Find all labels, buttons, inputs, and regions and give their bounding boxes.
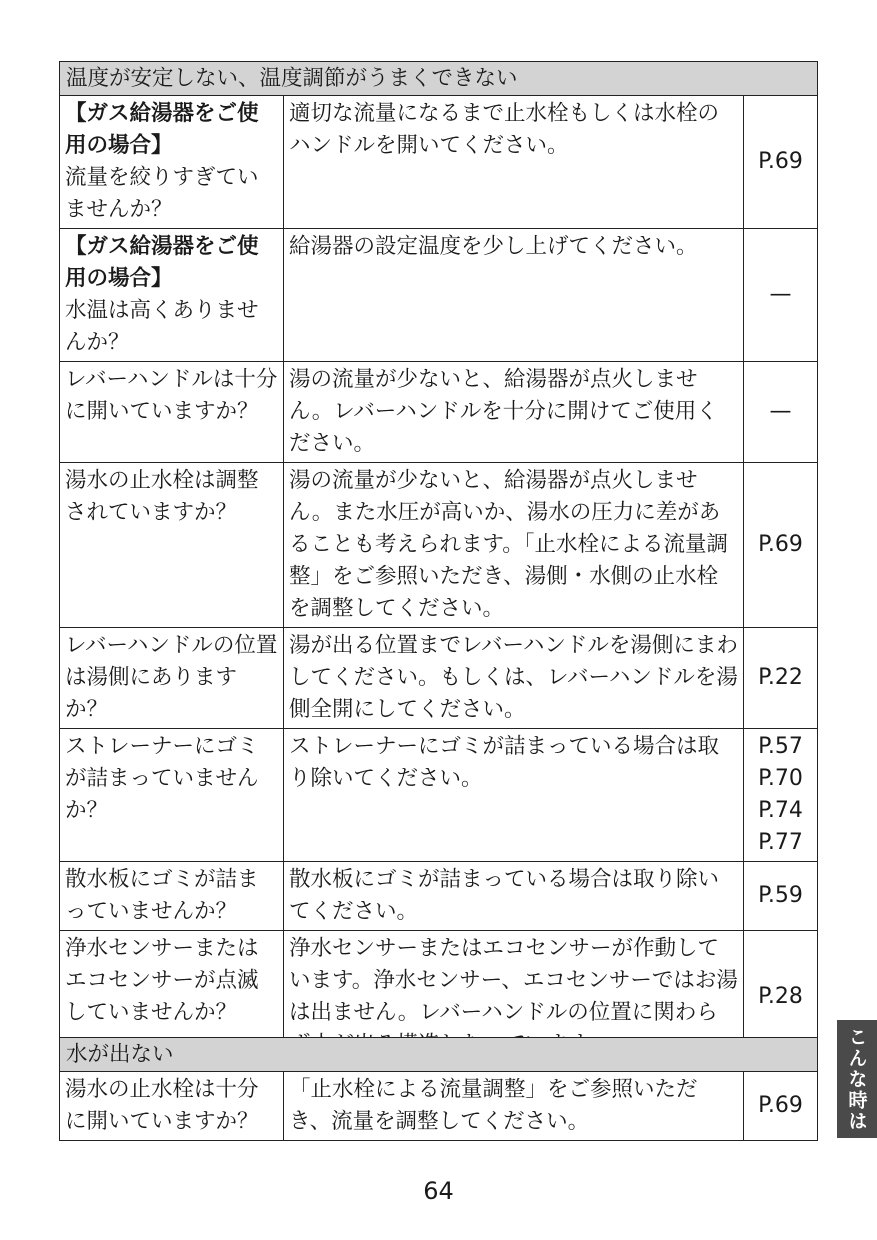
condition-cell: 湯水の止水栓は十分に開いていますか？ [60, 1072, 284, 1141]
page-reference: P.59 [744, 862, 818, 931]
page-reference: P.57 P.70 P.74 P.77 [744, 729, 818, 862]
page-reference: P.69 [744, 463, 818, 628]
page-number: 64 [423, 1177, 454, 1205]
troubleshooting-table-no-water [59, 1037, 818, 1141]
condition-text: 水温は高くありませんか？ [65, 298, 259, 355]
page-reference: P.22 [744, 628, 818, 729]
condition-cell: 散水板にゴミが詰まっていませんか？ [60, 862, 284, 931]
table-row [60, 729, 818, 862]
remedy-cell: 給湯器の設定温度を少し上げてください。 [284, 229, 744, 362]
table-row [60, 362, 818, 463]
chapter-tab: こんな時は [837, 1020, 877, 1138]
condition-cell: ストレーナーにゴミが詰まっていませんか？ [60, 729, 284, 862]
remedy-cell: 湯の流量が少ないと、給湯器が点火しません。また水圧が高いか、湯水の圧力に差があることも考えられます。「止水栓による流量調整」をご参照いただき、湯側・水側の止水栓を調整してください。 [284, 463, 744, 628]
table-row [60, 463, 818, 628]
page-reference: P.69 [744, 96, 818, 229]
table-row [60, 96, 818, 229]
remedy-cell: 湯の流量が少ないと、給湯器が点火しません。レバーハンドルを十分に開けてご使用ください。 [284, 362, 744, 463]
condition-cell [60, 229, 284, 362]
table-row [60, 862, 818, 931]
condition-text: 流量を絞りすぎていませんか？ [65, 165, 259, 222]
condition-cell: レバーハンドルの位置は湯側にありますか？ [60, 628, 284, 729]
remedy-cell: 「止水栓による流量調整」をご参照いただき、流量を調整してください。 [284, 1072, 744, 1141]
table-row [60, 229, 818, 362]
remedy-cell: 適切な流量になるまで止水栓もしくは水栓のハンドルを開いてください。 [284, 96, 744, 229]
condition-cell: 湯水の止水栓は調整されていますか？ [60, 463, 284, 628]
remedy-cell: 散水板にゴミが詰まっている場合は取り除いてください。 [284, 862, 744, 931]
table-row [60, 1072, 818, 1141]
troubleshooting-table-temperature [59, 61, 818, 1064]
section-title: 水が出ない [60, 1038, 818, 1072]
remedy-cell: ストレーナーにゴミが詰まっている場合は取り除いてください。 [284, 729, 744, 862]
condition-label: 【ガス給湯器をご使用の場合】 [65, 101, 259, 158]
page-reference: — [744, 229, 818, 362]
condition-cell: 浄水センサーまたはエコセンサーが点滅していませんか？ [60, 931, 284, 1064]
condition-label: 【ガス給湯器をご使用の場合】 [65, 234, 259, 291]
remedy-cell: 湯が出る位置までレバーハンドルを湯側にまわしてください。もしくは、レバーハンドルを湯側全開にしてください。 [284, 628, 744, 729]
remedy-cell: 浄水センサーまたはエコセンサーが作動しています。浄水センサー、エコセンサーではお湯は出ません。レバーハンドルの位置に関わら [284, 931, 744, 1064]
page-reference: P.69 [744, 1072, 818, 1141]
page-reference: — [744, 362, 818, 463]
page-reference: P.28 [744, 931, 818, 1064]
condition-cell [60, 96, 284, 229]
table-row [60, 628, 818, 729]
condition-cell: レバーハンドルは十分に開いていますか？ [60, 362, 284, 463]
section-title: 温度が安定しない、温度調節がうまくできない [60, 62, 818, 96]
